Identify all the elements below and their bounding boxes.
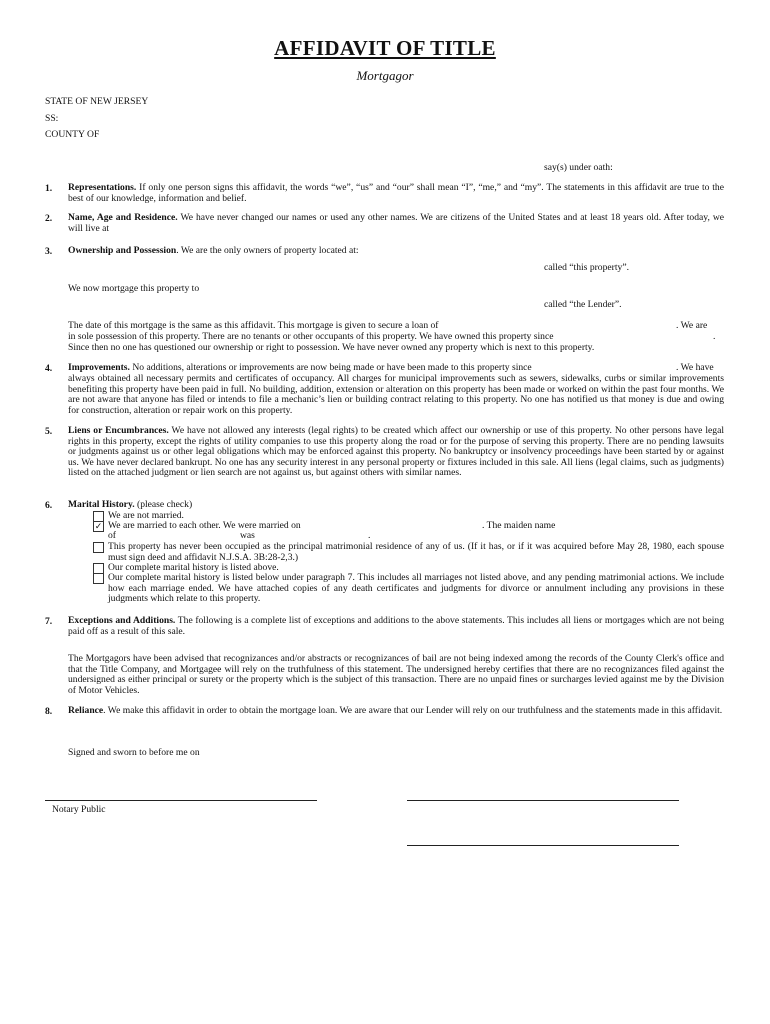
- called-this-property: called “this property”.: [544, 262, 629, 273]
- history-below-label: Our complete marital history is listed below under paragraph 7. This includes all marriages not listed above, and any pending matrimonial actions. We include how each marriage ended. We have attached copies of any death certificates and judgments for divorce or annulment including any provisions in these judgments which relate to this property.: [108, 572, 724, 605]
- section-6-note: (please check): [134, 499, 193, 510]
- section-1-heading: Representations.: [68, 182, 137, 193]
- section-8-heading: Reliance: [68, 705, 104, 716]
- section-5-heading: Liens or Encumbrances.: [68, 425, 169, 436]
- section-4-number: 4.: [45, 363, 53, 374]
- history-above-label: Our complete marital history is listed above.: [108, 562, 279, 573]
- mortgagor-signature-line-1[interactable]: [407, 800, 679, 801]
- never-occupied-label: This property has never been occupied as the principal matrimonial residence of any of us. (If it has, or if it was acquired before May 28, 1980, each spouse must sign deed and affidavit N.J.S.A. 3B:28-2,3.): [108, 541, 724, 563]
- section-4-line-1: [68, 363, 532, 374]
- section-6-heading: Marital History.: [68, 499, 135, 510]
- section-5-liens: [68, 426, 724, 479]
- section-1-number: 1.: [45, 183, 53, 194]
- signed-sworn-label: Signed and sworn to before me on: [68, 747, 200, 758]
- section-2-number: 2.: [45, 213, 53, 224]
- was-period: .: [368, 530, 371, 541]
- document-subtitle: Mortgagor: [356, 68, 414, 83]
- history-below-checkbox[interactable]: [93, 573, 104, 584]
- checkmark-icon: ✓: [94, 521, 103, 531]
- section-3-text: . We are the only owners of property located at:: [176, 245, 359, 256]
- married-checkbox[interactable]: [93, 521, 104, 532]
- county-label: COUNTY OF: [45, 129, 100, 140]
- notary-signature-line[interactable]: [45, 800, 317, 801]
- state-label: STATE OF NEW JERSEY: [45, 96, 149, 107]
- document-title: AFFIDAVIT OF TITLE: [274, 36, 496, 60]
- section-4-heading: Improvements.: [68, 362, 130, 373]
- mortgagor-signature-line-2[interactable]: [407, 845, 679, 846]
- section-5-text: We have not allowed any interests (legal rights) to be created which affect our ownership or use of this property. No other persons have legal rights in this property, except the rights of utility companies to use this property along the road or for the purpose of serving this property. There are no pending lawsuits or judgments against us or other legal obligations which may be enforced against this property. No bankruptcy or insolvency proceedings have been started by or against us. We have never declared bankrupt. No one has any security interest in any personal property or fixtures included in this sale. All liens (legal claims, such as judgments) listed on the attached judgment or lien search are not against us, but against others with similar names.: [68, 425, 725, 479]
- section-5-number: 5.: [45, 426, 53, 437]
- notary-public-label: Notary Public: [52, 804, 106, 815]
- married-label: We are married to each other. We were married on: [108, 520, 301, 531]
- called-the-lender: called “the Lender”.: [544, 299, 622, 310]
- never-occupied-checkbox[interactable]: [93, 542, 104, 553]
- mortgage-to-label: We now mortgage this property to: [68, 283, 200, 294]
- oath-label: say(s) under oath:: [544, 162, 613, 173]
- section-8-reliance: [68, 706, 724, 717]
- section-4-text: always obtained all necessary permits and certificates of occupancy. All charges for municipal improvements such as sewers, sidewalks, curbs or similar improvements benefiting this property have been paid in full. No building, addition, extension or alteration on this property has been made or worked on within the past four months. We are not aware that anyone has filed or intends to file a mechanic’s lien or building contract relating to this property. No one has notified us that money is due and owing for construction, alteration or repair work on this property.: [68, 373, 724, 416]
- section-3-ownership: [68, 246, 359, 257]
- section-3-heading: Ownership and Possession: [68, 245, 177, 256]
- section-6-number: 6.: [45, 500, 53, 511]
- section-7-recognizances: The Mortgagors have been advised that recognizances and/or abstracts or recognizances of bail are not being indexed among the records of the County Clerk's office and that the Title Company, and Mortgagee will rely on the truthfulness of this statement. The undersigned hereby certifies that there are no recognizances filed against the undersigned as either principal or surety or the property which is the subject of this transaction. There are no unpaid fines or surcharges levied against me by the Division of Motor Vehicles.: [68, 653, 724, 696]
- section-2-text: We have never changed our names or used any other names. We are citizens of the United States and at least 18 years old. After today, we will live at: [68, 212, 725, 234]
- section-7-exceptions: [68, 616, 724, 637]
- section-7-text: The following is a complete list of exceptions and additions to the above statements. This includes all liens or mortgages which are not being paid off as a result of this sale.: [68, 615, 724, 637]
- section-1-representations: [68, 183, 724, 204]
- loan-line-2: in sole possession of this property. There are no tenants or other occupants of this property. We have owned this property since: [68, 331, 554, 342]
- loan-line-1-end: . We are: [676, 320, 708, 331]
- of-label: of: [108, 530, 116, 541]
- section-7-heading: Exceptions and Additions.: [68, 615, 176, 626]
- section-4-line-1-end: . We have: [676, 362, 714, 373]
- was-label: was: [240, 530, 255, 541]
- section-8-text: . We make this affidavit in order to obtain the mortgage loan. We are aware that our Lender will rely on our truthfulness and the statements made in this affidavit.: [103, 705, 723, 716]
- section-2-name-age-residence: [68, 213, 724, 234]
- section-7-number: 7.: [45, 616, 53, 627]
- ss-label: SS:: [45, 113, 59, 124]
- section-1-text: If only one person signs this affidavit, the words “we”, “us” and “our” shall mean “I”, “me,” and “my”. The statements in this affidavit are true to the best of our knowledge, information and belief.: [68, 182, 724, 204]
- not-married-label: We are not married.: [108, 510, 184, 521]
- section-2-heading: Name, Age and Residence.: [68, 212, 178, 223]
- maiden-name-label: . The maiden name: [482, 520, 556, 531]
- section-4-line-1-text: No additions, alterations or improvements are now being made or have been made to this property since: [129, 362, 532, 373]
- section-6-marital: [68, 500, 192, 511]
- loan-line-2-end: .: [713, 331, 716, 342]
- loan-line-3: Since then no one has questioned our ownership or right to possession. We have never owned any property which is next to this property.: [68, 342, 595, 353]
- section-3-number: 3.: [45, 246, 53, 257]
- section-8-number: 8.: [45, 706, 53, 717]
- loan-line-1: The date of this mortgage is the same as this affidavit. This mortgage is given to secure a loan of: [68, 320, 439, 331]
